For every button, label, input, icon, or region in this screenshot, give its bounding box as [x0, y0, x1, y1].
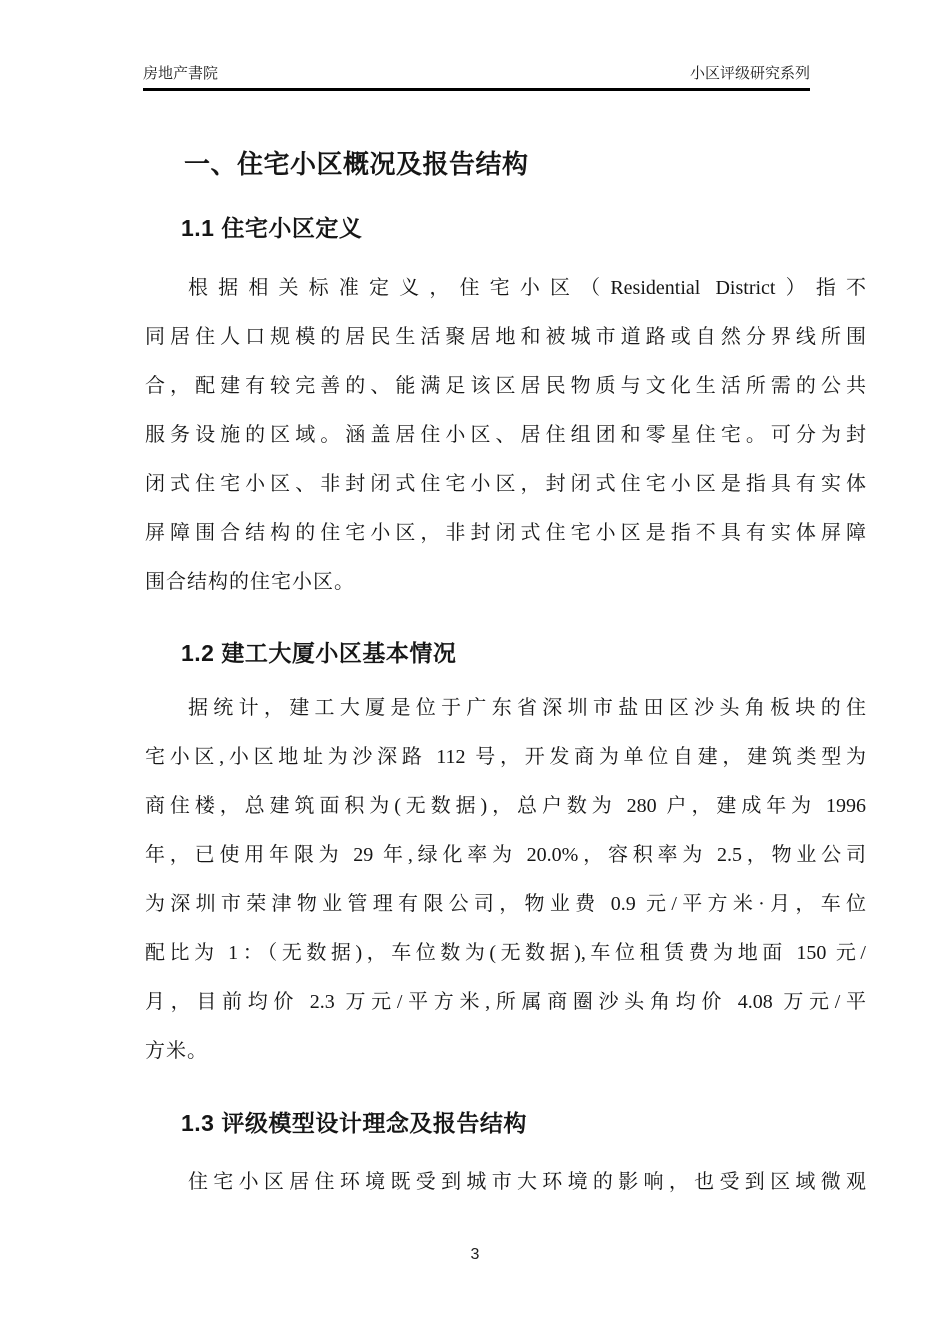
section-heading-1-2: 1.2 建工大厦小区基本情况	[181, 640, 457, 666]
paragraph-basic-info	[145, 684, 866, 1076]
paragraph-line: 服务设施的区域。涵盖居住小区、居住组团和零星住宅。可分为封	[145, 424, 866, 446]
paragraph-line: 同居住人口规模的居民生活聚居地和被城市道路或自然分界线所围	[145, 326, 866, 348]
paragraph-line: 住宅小区居住环境既受到城市大环境的影响，也受到区域微观	[188, 1171, 866, 1193]
paragraph-line: 据统计，建工大厦是位于广东省深圳市盐田区沙头角板块的住	[188, 697, 866, 719]
paragraph-line: 围合结构的住宅小区。	[145, 571, 355, 593]
paragraph-line: 配比为 1：（无数据)，车位数为(无数据),车位租赁费为地面 150 元/	[145, 942, 866, 964]
paragraph-line: 方米。	[145, 1040, 208, 1062]
page-number: 3	[470, 1246, 480, 1263]
paragraph-line: 合，配建有较完善的、能满足该区居民物质与文化生活所需的公共	[145, 375, 866, 397]
paragraph-definition	[145, 264, 866, 607]
paragraph-line: 根据相关标准定义，住宅小区（Residential District）指不	[188, 277, 866, 299]
paragraph-line: 闭式住宅小区、非封闭式住宅小区，封闭式住宅小区是指具有实体	[145, 473, 866, 495]
paragraph-line: 屏障围合结构的住宅小区，非封闭式住宅小区是指不具有实体屏障	[145, 522, 866, 544]
section-heading-1-1: 1.1 住宅小区定义	[181, 215, 363, 241]
paragraph-line: 商住楼，总建筑面积为(无数据)，总户数为 280 户，建成年为 1996	[145, 795, 866, 817]
header-divider	[143, 88, 810, 91]
paragraph-line: 为深圳市荣津物业管理有限公司，物业费 0.9 元/平方米·月，车位	[145, 893, 866, 915]
paragraph-model-design	[145, 1158, 866, 1207]
paragraph-line: 宅小区,小区地址为沙深路 112 号，开发商为单位自建，建筑类型为	[145, 746, 866, 768]
header-left-text: 房地产書院	[143, 65, 219, 82]
section-heading-1-3: 1.3 评级模型设计理念及报告结构	[181, 1110, 527, 1136]
paragraph-line: 年，已使用年限为 29 年,绿化率为 20.0%，容积率为 2.5，物业公司	[145, 844, 866, 866]
paragraph-line: 月，目前均价 2.3 万元/平方米,所属商圈沙头角均价 4.08 万元/平	[145, 991, 866, 1013]
page-header	[143, 64, 810, 83]
chapter-title: 一、住宅小区概况及报告结构	[184, 149, 529, 179]
header-right-text: 小区评级研究系列	[689, 65, 810, 82]
